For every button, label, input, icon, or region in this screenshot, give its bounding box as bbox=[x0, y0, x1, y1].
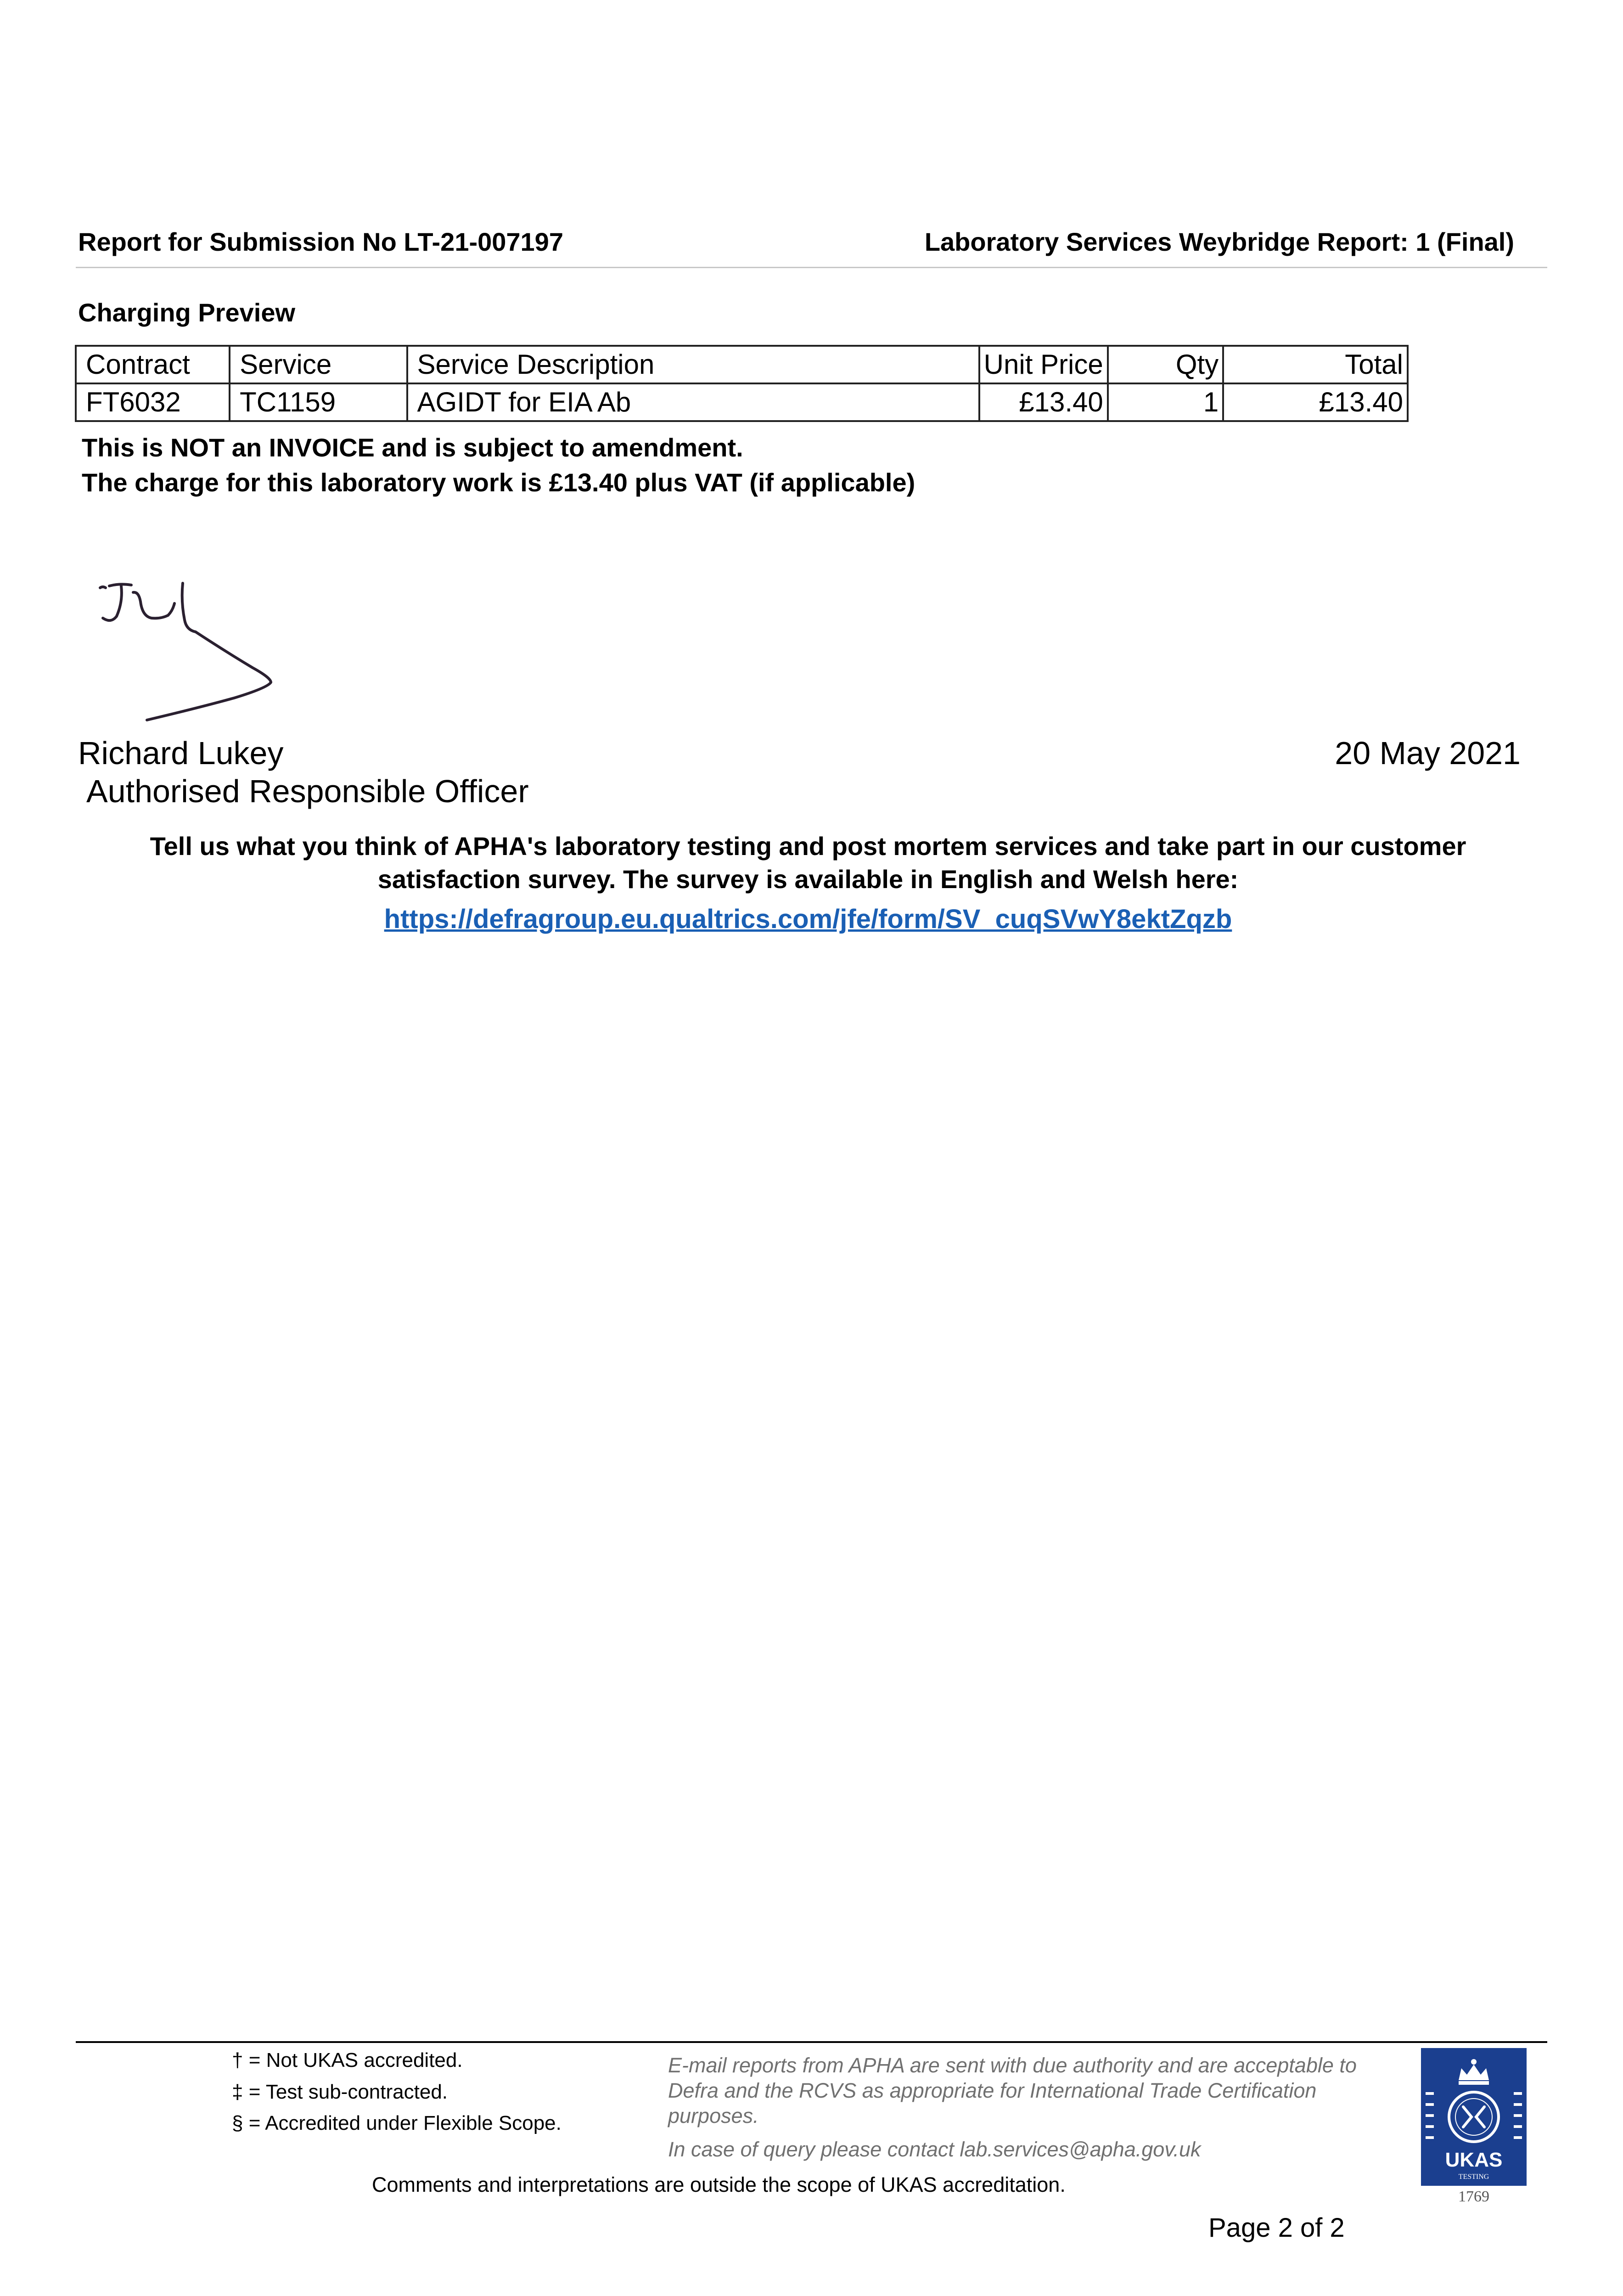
cell-unit-price: £13.40 bbox=[979, 383, 1108, 421]
column-header-service-description: Service Description bbox=[407, 346, 979, 383]
report-title: Laboratory Services Weybridge Report: 1 (Final) bbox=[924, 227, 1514, 256]
charge-statement: The charge for this laboratory work is £13.40 plus VAT (if applicable) bbox=[82, 468, 915, 497]
signature-image bbox=[87, 574, 335, 730]
footer-divider bbox=[76, 2041, 1547, 2043]
ukas-word: UKAS bbox=[1445, 2149, 1503, 2171]
query-contact-note: In case of query please contact lab.services@apha.gov.uk bbox=[668, 2138, 1201, 2161]
column-header-service: Service bbox=[230, 346, 407, 383]
charging-preview-title: Charging Preview bbox=[78, 298, 296, 327]
cell-service: TC1159 bbox=[230, 383, 407, 421]
report-date: 20 May 2021 bbox=[1335, 735, 1521, 771]
cell-contract: FT6032 bbox=[76, 383, 230, 421]
table-row bbox=[76, 383, 1408, 421]
ukas-sub: TESTING bbox=[1458, 2173, 1489, 2181]
cell-service-description: AGIDT for EIA Ab bbox=[407, 383, 979, 421]
email-authority-note: E-mail reports from APHA are sent with due authority and are acceptable to Defra and the RCVS as appropriate for International Trade Certification purposes. bbox=[668, 2054, 1357, 2127]
signer-role: Authorised Responsible Officer bbox=[86, 773, 529, 809]
legend-not-accredited: † = Not UKAS accredited. bbox=[232, 2049, 463, 2071]
cell-total: £13.40 bbox=[1223, 383, 1408, 421]
submission-number: Report for Submission No LT-21-007197 bbox=[78, 227, 563, 256]
column-header-qty: Qty bbox=[1108, 346, 1223, 383]
survey-invitation: Tell us what you think of APHA's laboratory testing and post mortem services and take part in our customer satisfaction survey. The survey is available in English and Welsh here: bbox=[150, 832, 1466, 894]
page-number: Page 2 of 2 bbox=[1208, 2213, 1345, 2243]
cell-qty: 1 bbox=[1108, 383, 1223, 421]
header-divider bbox=[76, 267, 1547, 268]
signer-name: Richard Lukey bbox=[78, 735, 284, 771]
table-header-row bbox=[76, 346, 1408, 383]
ukas-logo-icon bbox=[1421, 2048, 1527, 2204]
column-header-contract: Contract bbox=[76, 346, 230, 383]
ukas-number: 1769 bbox=[1458, 2188, 1489, 2204]
charging-table bbox=[75, 345, 1409, 422]
legend-sub-contracted: ‡ = Test sub-contracted. bbox=[232, 2081, 448, 2103]
legend-flexible-scope: § = Accredited under Flexible Scope. bbox=[232, 2112, 562, 2134]
ukas-scope-note: Comments and interpretations are outside the scope of UKAS accreditation. bbox=[372, 2173, 1066, 2196]
column-header-total: Total bbox=[1223, 346, 1408, 383]
not-invoice-notice: This is NOT an INVOICE and is subject to amendment. bbox=[82, 433, 743, 462]
column-header-unit-price: Unit Price bbox=[979, 346, 1108, 383]
survey-link[interactable]: https://defragroup.eu.qualtrics.com/jfe/form/SV_cuqSVwY8ektZqzb bbox=[384, 904, 1232, 934]
